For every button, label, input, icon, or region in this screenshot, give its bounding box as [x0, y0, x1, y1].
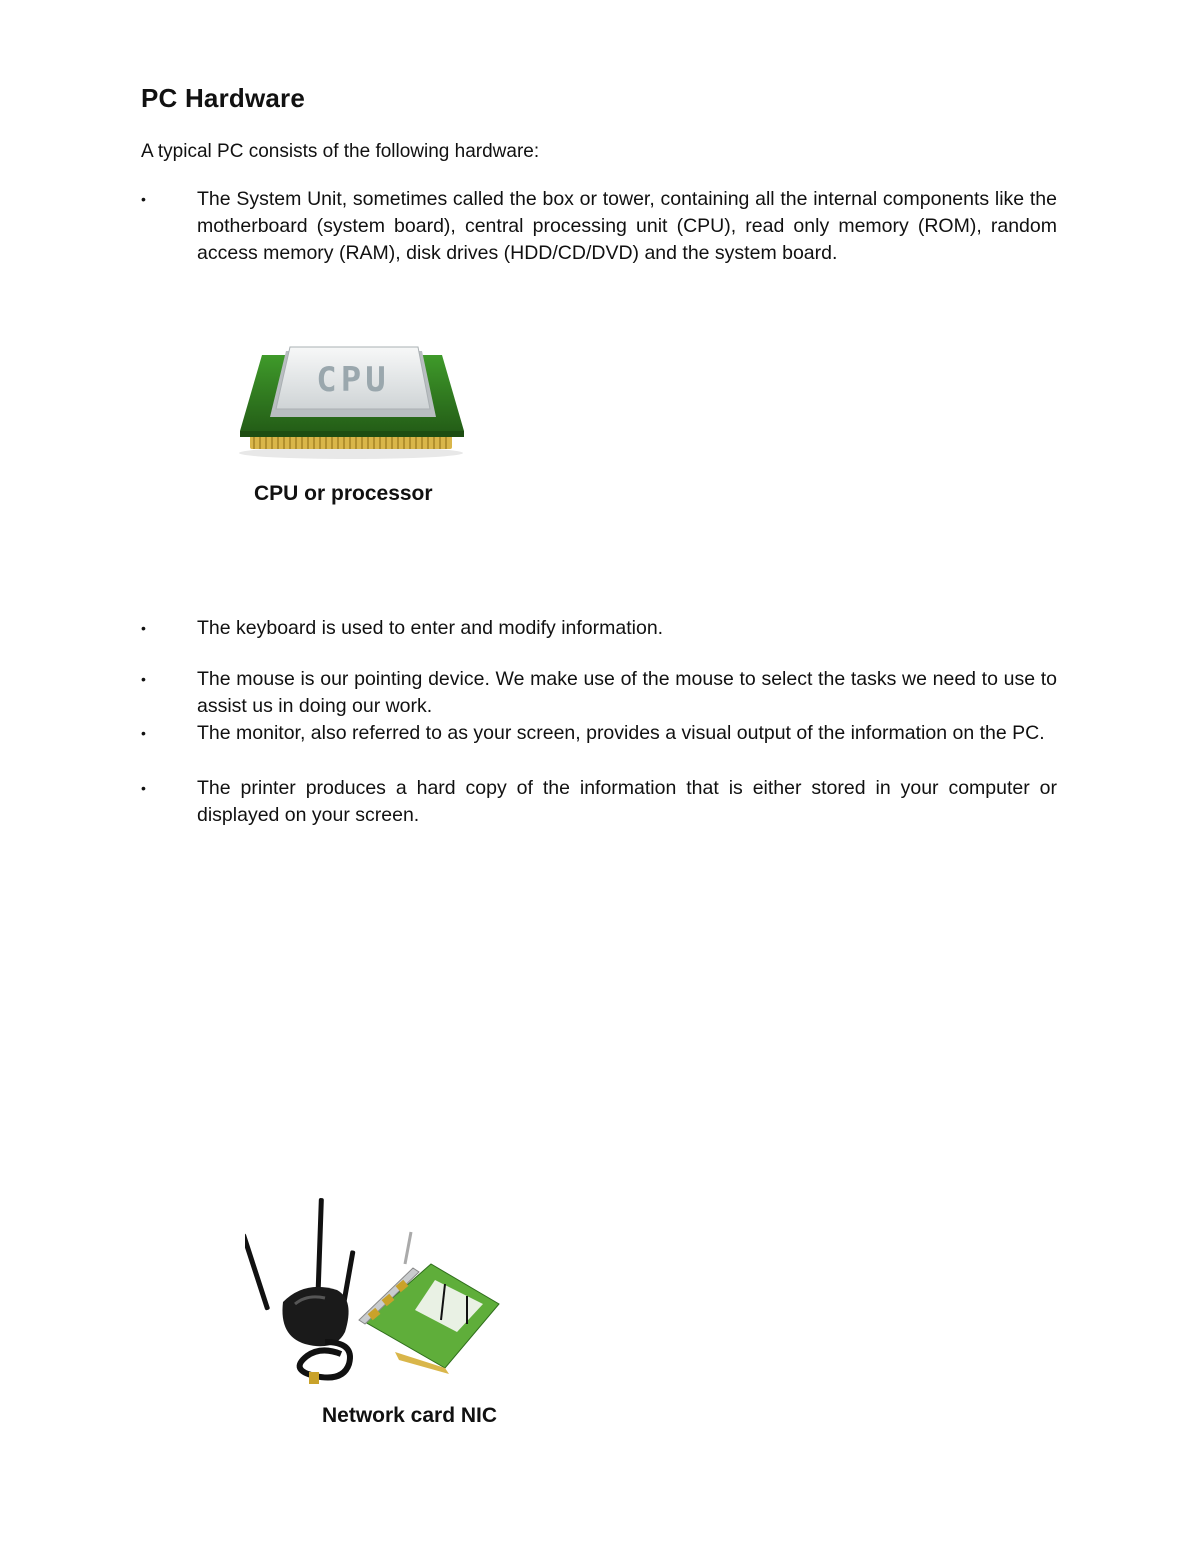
- list-item-text: The mouse is our pointing device. We make use of the mouse to select the tasks we need to use to assist us in doing our work.: [197, 668, 1057, 717]
- network-card-image: [245, 1192, 505, 1387]
- cpu-chip-icon: [236, 345, 466, 460]
- list-item-text: The printer produces a hard copy of the information that is either stored in your computer or displayed on your screen.: [197, 777, 1057, 826]
- network-card-icon: [245, 1192, 505, 1387]
- page-title: PC Hardware: [141, 83, 306, 113]
- list-item: [141, 186, 1057, 267]
- bullet-marker: •: [141, 191, 146, 207]
- list-item-text: The monitor, also referred to as your screen, provides a visual output of the information on the PC.: [197, 722, 1045, 744]
- chip-label: CPU: [316, 360, 390, 400]
- nic-caption: Network card NIC: [322, 1404, 498, 1427]
- bullet-marker: •: [141, 671, 146, 687]
- bullet-marker: •: [141, 780, 146, 796]
- bullet-marker: •: [141, 620, 146, 636]
- list-item-text: The System Unit, sometimes called the box or tower, containing all the internal components like the motherboard (system board), central processing unit (CPU), read only memory (ROM), random access memory (RAM), disk drives (HDD/CD/DVD) and the system board.: [197, 188, 1057, 264]
- bullet-marker: •: [141, 725, 146, 741]
- list-item: [141, 720, 1057, 747]
- cpu-caption: CPU or processor: [254, 482, 433, 505]
- cpu-image: [236, 345, 466, 460]
- list-item-text: The keyboard is used to enter and modify information.: [197, 617, 664, 639]
- list-item: [141, 615, 1057, 642]
- list-item: [141, 666, 1057, 720]
- intro-paragraph: A typical PC consists of the following hardware:: [141, 141, 540, 162]
- list-item: [141, 775, 1057, 829]
